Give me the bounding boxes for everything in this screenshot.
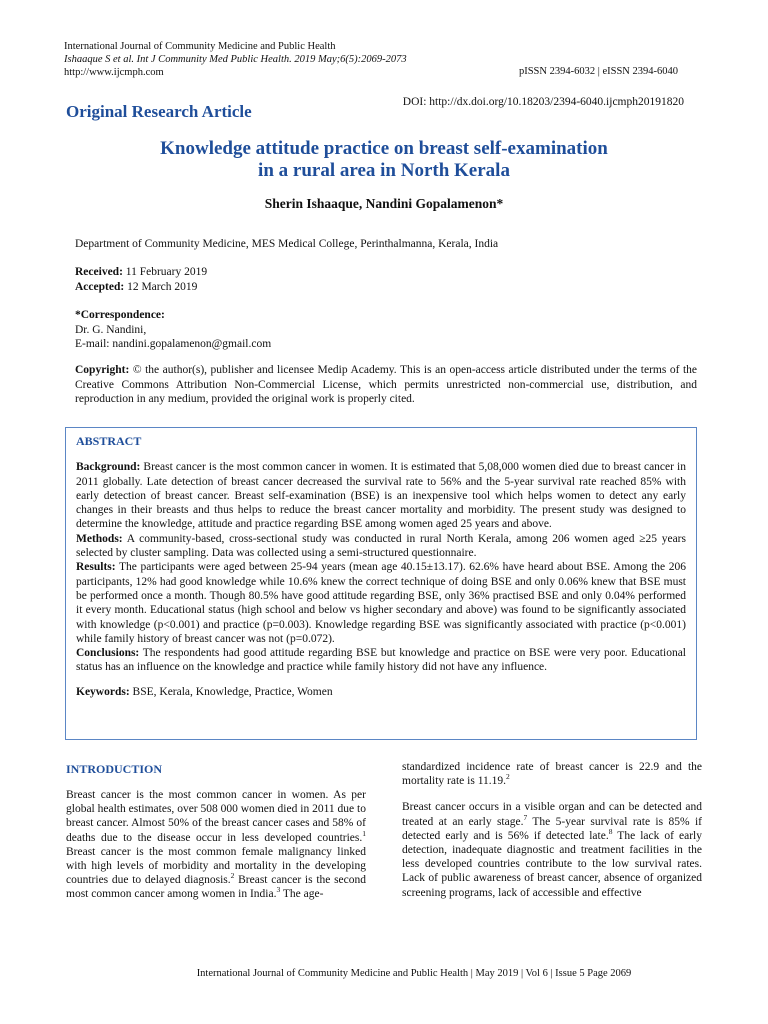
- right-text-b: Breast cancer occurs in a visible organ and can be detected and treated at an early stage.: [402, 801, 702, 828]
- intro-paragraph-1: [66, 788, 366, 902]
- citation-ref[interactable]: 2: [506, 772, 510, 782]
- accepted-label: Accepted:: [75, 280, 125, 293]
- title-line-1: Knowledge attitude practice on breast self-examination: [160, 138, 608, 159]
- correspondence: [75, 308, 695, 352]
- citation-ref[interactable]: 3: [276, 885, 281, 895]
- methods-text: A community-based, cross-sectional study was conducted in rural North Kerala, among 206 women aged ≥25 years selected by cluster sampling. Data was collected using a semi-structured questionnaire.: [76, 532, 686, 560]
- abstract-results: [76, 560, 686, 646]
- citation-ref[interactable]: 1: [362, 828, 366, 838]
- keywords-text: BSE, Kerala, Knowledge, Practice, Women: [129, 685, 333, 698]
- journal-website[interactable]: http://www.ijcmph.com: [64, 67, 164, 78]
- received-date: 11 February 2019: [122, 266, 208, 278]
- copyright-label: Copyright:: [75, 364, 130, 376]
- article-title: [0, 138, 768, 182]
- dates: [75, 265, 695, 294]
- intro-text-c: Breast cancer is the second most common cancer among women in India.: [66, 874, 367, 901]
- correspondence-email[interactable]: E-mail: nandini.gopalamenon@gmail.com: [75, 338, 272, 350]
- abstract-methods: [76, 532, 686, 561]
- page-footer: International Journal of Community Medicine and Public Health | May 2019 | Vol 6 | Issue 5 Page 2069: [196, 968, 632, 979]
- right-text-a: standardized incidence rate of breast cancer is 22.9 and the mortality rate is 11.19.: [402, 761, 702, 788]
- intro-text-a: Breast cancer is the most common cancer in women. As per global health estimates, over 508 000 women died in 2011 due to breast cancer. Almost 50% of the breast cancer cases and 58% of deaths due to the disease occur in less developed countries.: [66, 789, 366, 844]
- conclusions-text: The respondents had good attitude regarding BSE but knowledge and practice on BSE were very poor. Educational status has an influence on the knowledge and practice while family history did not have any influence.: [76, 647, 686, 674]
- right-paragraph-1: [402, 760, 702, 788]
- right-paragraph-2: [402, 800, 702, 899]
- correspondence-label: *Correspondence:: [75, 309, 165, 321]
- running-header: [64, 40, 407, 79]
- background-label: Background:: [76, 461, 141, 474]
- received-label: Received:: [75, 266, 123, 278]
- citation-ref[interactable]: 2: [230, 871, 235, 881]
- intro-text-d: The age-: [280, 888, 324, 901]
- conclusions-label: Conclusions:: [76, 647, 140, 660]
- doi-link[interactable]: DOI: http://dx.doi.org/10.18203/2394-6040.ijcmph20191820: [402, 96, 684, 108]
- citation-ref[interactable]: 8: [608, 826, 613, 836]
- left-column: [66, 788, 366, 914]
- results-text: The participants were aged between 25-94 years (mean age 40.15±13.17). 62.6% have heard about BSE. Among the 206 participants, 12% had good knowledge while 10.6% knew the correct technique of doing BSE and only 0.06% knew that BSE must be performed once a month. Though 80.5% have good attitude regarding BSE, only 36% practised BSE and only 0.04% performed it every month. Educational status (high school and below vs higher secondary and above) was found to be significantly associated with knowledge (p<0.001) and practice (p=0.003). Knowledge regarding BSE was significantly associated with practice (p<0.001) while family history of breast cancer was not (p=0.072).: [76, 561, 686, 645]
- title-line-2: in a rural area in North Kerala: [258, 160, 510, 181]
- correspondence-name: Dr. G. Nandini,: [75, 323, 147, 336]
- introduction-heading: INTRODUCTION: [66, 762, 163, 776]
- citation-ref[interactable]: 7: [523, 812, 528, 822]
- citation-line: Ishaaque S et al. Int J Community Med Public Health. 2019 May;6(5):2069-2073: [64, 54, 407, 65]
- background-text: Breast cancer is the most common cancer in women. It is estimated that 5,08,000 women died due to breast cancer in 2011 globally. Late detection of breast cancer decreased the survival rate to 56% and the 5-year survival rate reached 85% with early detection of breast cancer. Breast self-examination (BSE) is an inexpensive tool which helps women to detect any early changes in their breasts and thus helps to reduce the breast cancer mortality and morbidity. The present study was designed to determine the knowledge, attitude and practice regarding BSE among women aged 25 years and above.: [76, 461, 686, 531]
- results-label: Results:: [76, 561, 116, 574]
- abstract-background: [76, 460, 686, 531]
- copyright-text: © the author(s), publisher and licensee Medip Academy. This is an open-access article distributed under the terms of the Creative Commons Attribution Non-Commercial License, which permits unrestricted non-commercial use, distribution, and reproduction in any medium, provided the original work is properly cited.: [75, 364, 697, 405]
- intro-text-b: Breast cancer is the most common female malignancy linked with high levels of morbidity and mortality in the developing countries due to delayed diagnosis.: [66, 845, 366, 887]
- abstract-conclusions: [76, 646, 686, 675]
- received-line: [75, 265, 695, 280]
- journal-name: International Journal of Community Medicine and Public Health: [64, 41, 336, 52]
- right-text-d: The lack of early detection, inadequate diagnostic and treatment facilities in the less developed countries contribute to the low survival rates. Lack of public awareness of breast cancer, absence of organized screening programs, lack of accessible and effective: [402, 829, 703, 899]
- abstract-box: [65, 427, 697, 740]
- accepted-date: 12 March 2019: [124, 280, 198, 293]
- right-column: [402, 760, 702, 912]
- right-text-c: The 5-year survival rate is 85% if detected early and is 56% if detected late.: [402, 815, 702, 842]
- abstract-keywords: [76, 685, 686, 699]
- affiliation: Department of Community Medicine, MES Medical College, Perinthalmanna, Kerala, India: [75, 238, 499, 250]
- methods-label: Methods:: [76, 532, 123, 545]
- issn-line: pISSN 2394-6032 | eISSN 2394-6040: [518, 66, 678, 77]
- accepted-line: [75, 280, 695, 295]
- article-type: Original Research Article: [66, 102, 252, 121]
- keywords-label: Keywords:: [76, 685, 130, 698]
- authors: Sherin Ishaaque, Nandini Gopalamenon*: [264, 196, 504, 211]
- copyright: [75, 363, 697, 407]
- abstract-heading: ABSTRACT: [76, 434, 142, 448]
